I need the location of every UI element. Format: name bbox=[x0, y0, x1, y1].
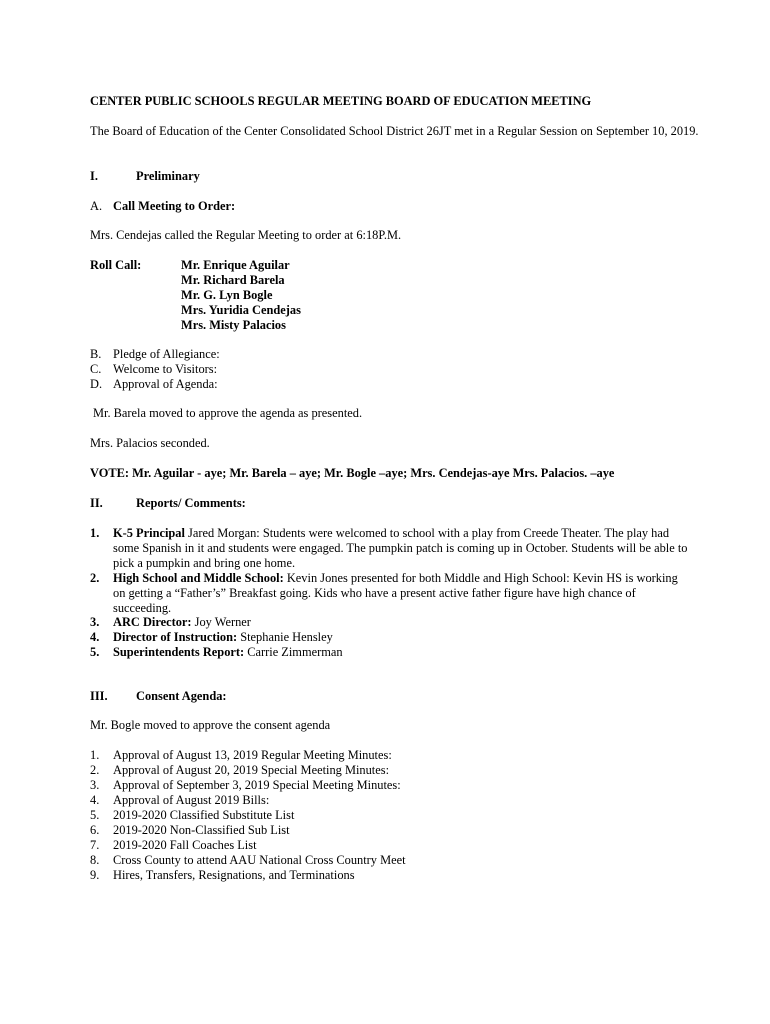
consent-number: 6. bbox=[90, 823, 100, 837]
consent-motion: Mr. Bogle moved to approve the consent agenda bbox=[90, 718, 331, 732]
agenda-second: Mrs. Palacios seconded. bbox=[90, 436, 210, 450]
consent-number: 8. bbox=[90, 853, 100, 867]
consent-number: 2. bbox=[90, 763, 100, 777]
report-heading: ARC Director: bbox=[113, 615, 192, 629]
roll-call-member: Mr. Enrique Aguilar bbox=[181, 258, 290, 272]
report-heading: High School and Middle School: bbox=[113, 571, 284, 585]
report-number: 2. bbox=[90, 571, 100, 585]
consent-item: Cross County to attend AAU National Cross Country Meet bbox=[113, 853, 406, 867]
intro-paragraph: The Board of Education of the Center Consolidated School District 26JT met in a Regular Session on September 10, 2019. bbox=[90, 124, 699, 138]
report-item bbox=[113, 645, 343, 660]
consent-item: 2019-2020 Fall Coaches List bbox=[113, 838, 257, 852]
call-to-order-heading: Call Meeting to Order: bbox=[113, 199, 236, 213]
consent-item: Approval of August 13, 2019 Regular Meeting Minutes: bbox=[113, 748, 392, 762]
agenda-item-text: Approval of Agenda: bbox=[113, 377, 218, 391]
roll-call-member: Mrs. Misty Palacios bbox=[181, 318, 286, 332]
agenda-item-text: Welcome to Visitors: bbox=[113, 362, 218, 376]
agenda-motion: Mr. Barela moved to approve the agenda as presented. bbox=[93, 406, 363, 420]
report-item bbox=[113, 630, 333, 645]
report-number: 5. bbox=[90, 645, 100, 659]
consent-item: 2019-2020 Non-Classified Sub List bbox=[113, 823, 290, 837]
section-1-title: Preliminary bbox=[136, 169, 200, 183]
report-text: Jared Morgan: Students were welcomed to school with a play from Creede Theater. The play had some Spanish in it and students were engaged. The pumpkin patch is coming up in October. Students will be able to pick a pumpkin and bring one home. bbox=[113, 526, 688, 570]
roll-call-member: Mr. G. Lyn Bogle bbox=[181, 288, 273, 302]
report-text: Kevin Jones presented for both Middle and High School: Kevin HS is working on getting a “Father’s” Breakfast going. Kids who have a present active father figure have high chance of succeeding. bbox=[113, 571, 678, 615]
agenda-item-letter: D. bbox=[90, 377, 103, 391]
call-to-order-text: Mrs. Cendejas called the Regular Meeting to order at 6:18P.M. bbox=[90, 228, 402, 242]
report-heading: Superintendents Report: bbox=[113, 645, 245, 659]
document-title: CENTER PUBLIC SCHOOLS REGULAR MEETING BOARD OF EDUCATION MEETING bbox=[90, 94, 592, 108]
consent-number: 5. bbox=[90, 808, 100, 822]
report-number: 3. bbox=[90, 615, 100, 629]
report-number: 1. bbox=[90, 526, 100, 540]
report-item bbox=[113, 615, 251, 630]
consent-item: Approval of August 2019 Bills: bbox=[113, 793, 270, 807]
agenda-item-letter: B. bbox=[90, 347, 102, 361]
report-heading: K-5 Principal bbox=[113, 526, 185, 540]
section-3-number: III. bbox=[90, 689, 108, 703]
section-2-title: Reports/ Comments: bbox=[136, 496, 246, 510]
consent-item: Hires, Transfers, Resignations, and Terminations bbox=[113, 868, 355, 882]
consent-number: 7. bbox=[90, 838, 100, 852]
consent-number: 9. bbox=[90, 868, 100, 882]
section-1-number: I. bbox=[90, 169, 98, 183]
report-text: Joy Werner bbox=[191, 615, 251, 629]
section-3-title: Consent Agenda: bbox=[136, 689, 227, 703]
vote-line: VOTE: Mr. Aguilar - aye; Mr. Barela – aye; Mr. Bogle –aye; Mrs. Cendejas-aye Mrs. Palacios. –aye bbox=[90, 466, 615, 480]
roll-call-label: Roll Call: bbox=[90, 258, 142, 272]
agenda-item-text: Pledge of Allegiance: bbox=[113, 347, 220, 361]
consent-number: 3. bbox=[90, 778, 100, 792]
roll-call-member: Mr. Richard Barela bbox=[181, 273, 285, 287]
report-heading: Director of Instruction: bbox=[113, 630, 238, 644]
report-item bbox=[113, 526, 693, 571]
roll-call-member: Mrs. Yuridia Cendejas bbox=[181, 303, 301, 317]
agenda-item-letter: C. bbox=[90, 362, 102, 376]
section-2-number: II. bbox=[90, 496, 103, 510]
consent-item: 2019-2020 Classified Substitute List bbox=[113, 808, 295, 822]
report-item bbox=[113, 571, 693, 616]
call-to-order-letter: A. bbox=[90, 199, 103, 213]
report-text: Stephanie Hensley bbox=[237, 630, 333, 644]
report-text: Carrie Zimmerman bbox=[244, 645, 343, 659]
consent-item: Approval of August 20, 2019 Special Meeting Minutes: bbox=[113, 763, 390, 777]
report-number: 4. bbox=[90, 630, 100, 644]
consent-number: 1. bbox=[90, 748, 100, 762]
consent-number: 4. bbox=[90, 793, 100, 807]
consent-item: Approval of September 3, 2019 Special Meeting Minutes: bbox=[113, 778, 401, 792]
